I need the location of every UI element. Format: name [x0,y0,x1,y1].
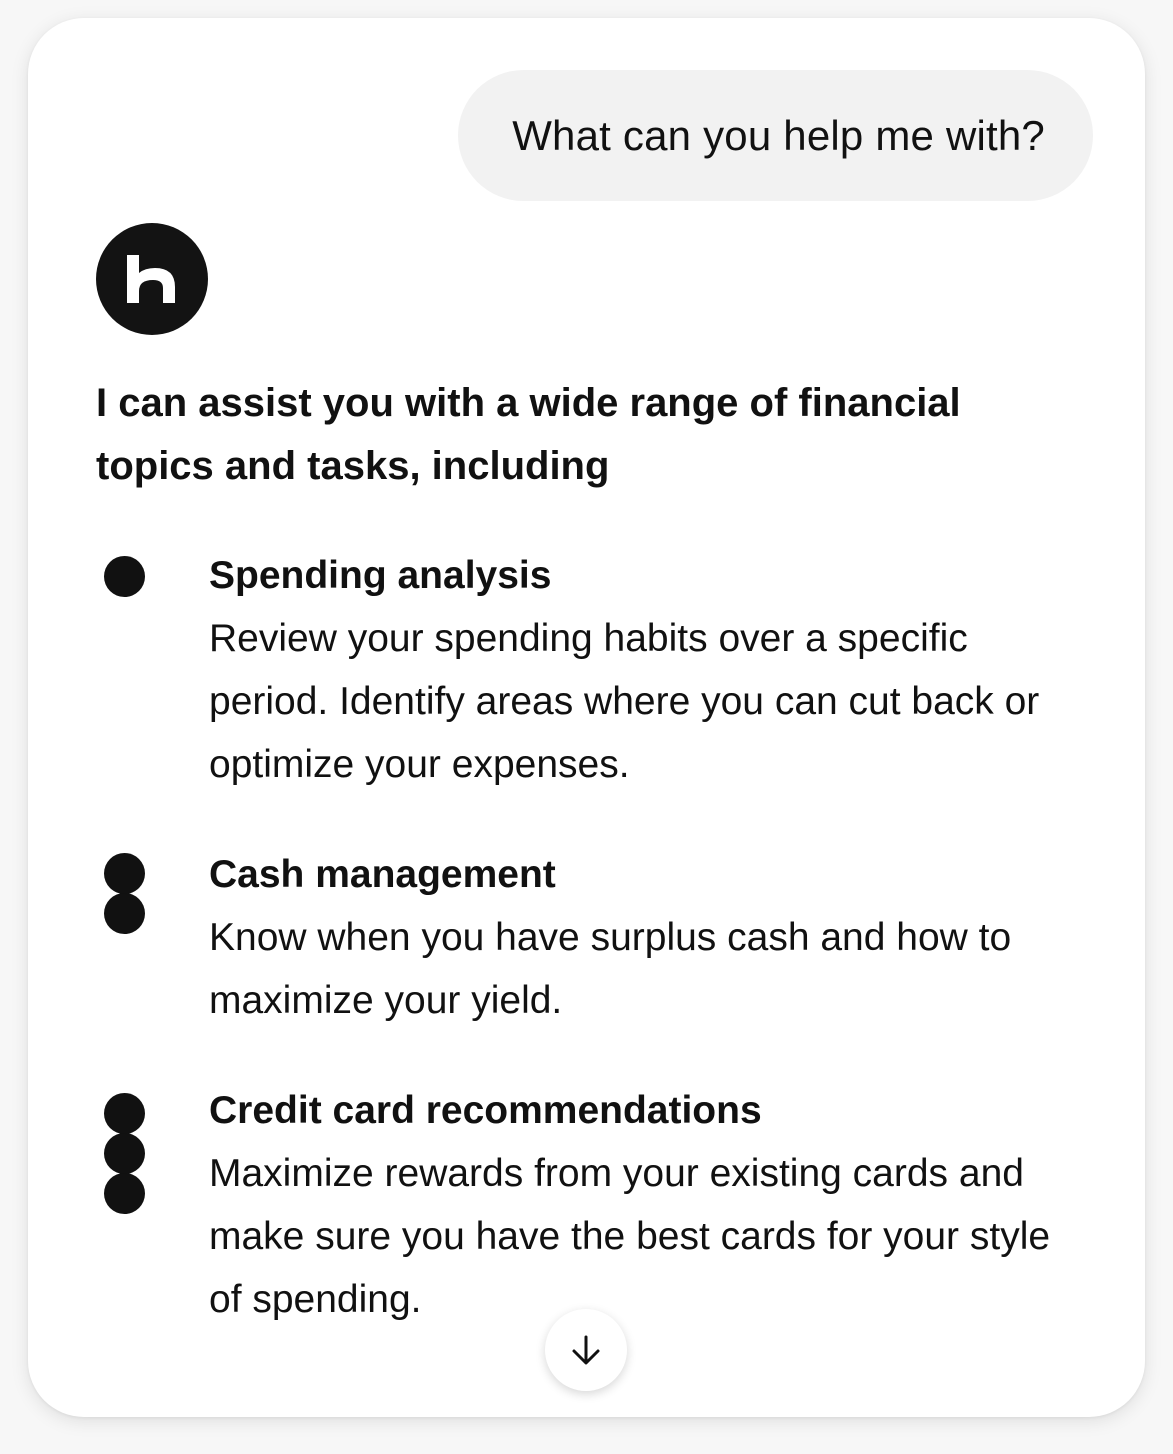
chat-panel [28,18,1145,1417]
capability-description: Maximize rewards from your existing cards and make sure you have the best cards for your style of spending. [209,1152,1051,1321]
capability-description: Review your spending habits over a specific period. Identify areas where you can cut back or optimize your expenses. [209,617,1040,786]
capability-description: Know when you have surplus cash and how to maximize your yield. [209,916,1012,1022]
capability-title: Credit card recommendations [209,1089,762,1132]
user-message-bubble [458,70,1093,201]
capability-title: Cash management [209,853,556,896]
bullet-icon [104,1079,146,1213]
bullet-icon [104,843,146,933]
capability-title: Spending analysis [209,554,552,597]
assistant-intro: I can assist you with a wide range of financial topics and tasks, including [96,381,961,488]
scroll-down-button[interactable] [545,1309,627,1391]
arrow-down-icon [569,1333,603,1367]
bullet-icon [104,544,146,596]
assistant-avatar [96,223,208,335]
user-message-text: What can you help me with? [512,111,1045,159]
assistant-logo-icon [123,253,181,305]
